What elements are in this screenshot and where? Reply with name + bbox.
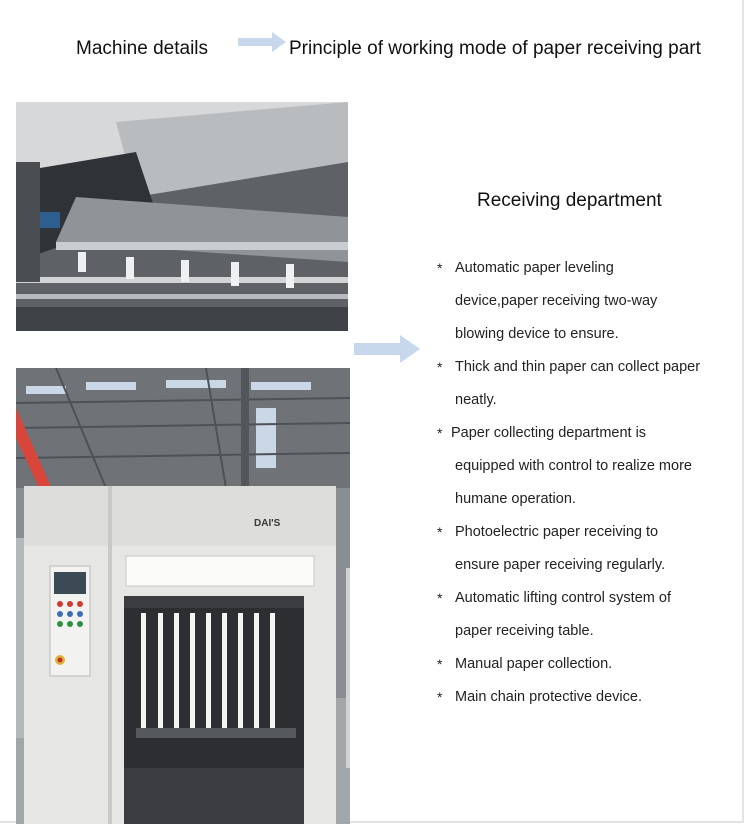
feature-item (437, 516, 737, 582)
feature-line: Photoelectric paper receiving to (455, 524, 659, 540)
feature-line: Main chain protective device. (455, 689, 642, 705)
feature-line: equipped with control to realize more (455, 458, 692, 474)
feature-line: neatly. (455, 392, 497, 408)
feature-line: Manual paper collection. (455, 656, 613, 672)
bullet-star: * (437, 524, 443, 540)
right-arrow-icon (238, 32, 286, 52)
bullet-star: * (437, 590, 443, 606)
feature-line: paper receiving table. (455, 623, 594, 639)
bullet-star: * (437, 689, 443, 705)
bullet-star: * (437, 425, 443, 441)
feature-line: Automatic lifting control system of (455, 590, 671, 606)
bullet-star: * (437, 359, 443, 375)
right-arrow-icon (354, 335, 420, 363)
feature-item (437, 681, 737, 714)
feature-line: blowing device to ensure. (455, 326, 619, 342)
machine-overview-photo (16, 368, 350, 824)
receiving-department-title: Receiving department (477, 190, 662, 211)
feature-line: ensure paper receiving regularly. (455, 557, 666, 573)
feature-item (437, 351, 737, 417)
bullet-star: * (437, 656, 443, 672)
bullet-star: * (437, 260, 443, 276)
feature-line: Paper collecting department is (451, 425, 647, 441)
feature-item (437, 417, 737, 516)
feature-line: humane operation. (455, 491, 576, 507)
receiving-mechanism-photo (16, 102, 348, 331)
machine-brand-label: DAI'S (254, 518, 281, 529)
principle-heading: Principle of working mode of paper receiving part (289, 38, 701, 59)
machine-details-heading: Machine details (76, 38, 209, 59)
feature-item (437, 582, 737, 648)
feature-item (437, 648, 737, 681)
feature-line: Automatic paper leveling (455, 260, 614, 276)
feature-line: device,paper receiving two-way (455, 293, 658, 309)
feature-list (437, 252, 737, 714)
feature-line: Thick and thin paper can collect paper (455, 359, 701, 375)
feature-item (437, 252, 737, 351)
